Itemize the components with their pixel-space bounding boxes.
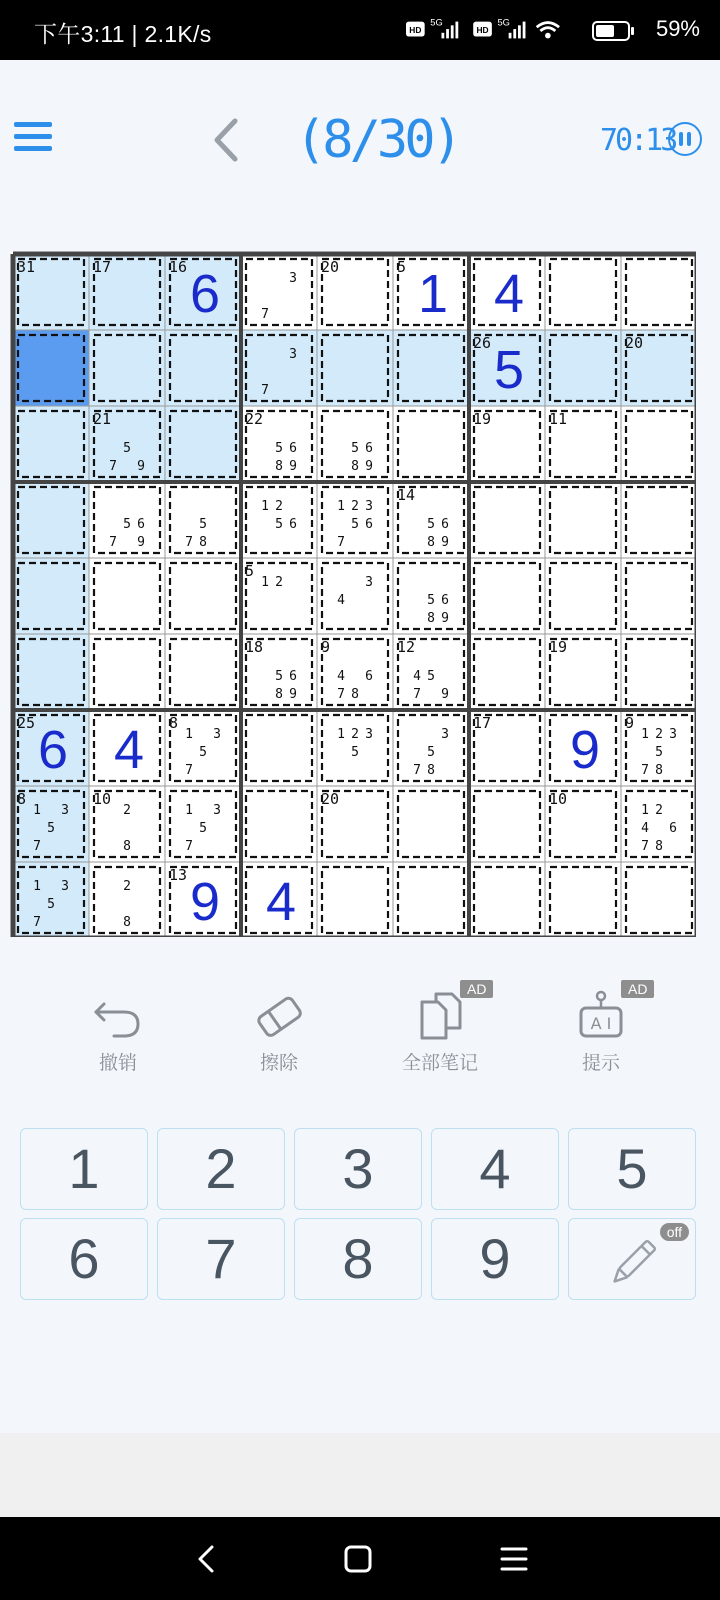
cell-note: 8	[351, 687, 359, 702]
cell-note: 6	[289, 441, 297, 456]
cell-note: 3	[289, 271, 297, 286]
cell[interactable]	[469, 862, 545, 937]
cell-note: 5	[351, 745, 359, 760]
cell-note: 7	[261, 307, 269, 322]
cell-note: 6	[289, 517, 297, 532]
svg-text:5G: 5G	[497, 17, 510, 28]
battery-icon	[592, 20, 636, 42]
cell-note: 5	[275, 517, 283, 532]
erase-label: 擦除	[259, 1052, 298, 1074]
cell-value: 9	[569, 720, 601, 780]
cell-note: 7	[413, 763, 421, 778]
nav-recents-icon[interactable]	[494, 1543, 534, 1575]
cell-note: 2	[351, 727, 359, 742]
cell[interactable]	[545, 330, 621, 406]
cell[interactable]	[89, 254, 165, 330]
cell-note: 6	[365, 669, 373, 684]
cell-note: 5	[47, 821, 55, 836]
cell[interactable]	[621, 862, 696, 937]
cell-note: 9	[289, 687, 297, 702]
notes-all-button[interactable]	[370, 981, 510, 1075]
cell-value: 1	[417, 264, 449, 324]
cell-note: 8	[655, 763, 663, 778]
cell-note: 2	[351, 499, 359, 514]
cell-note: 8	[427, 611, 435, 626]
cell[interactable]	[393, 330, 469, 406]
cell-note: 8	[123, 839, 131, 854]
hint-label: 提示	[581, 1052, 620, 1074]
cell-note: 2	[123, 879, 131, 894]
cell[interactable]	[165, 330, 241, 406]
menu-button[interactable]	[14, 122, 52, 156]
cell-note: 7	[109, 535, 117, 550]
cell-note: 3	[365, 575, 373, 590]
bottom-spacer	[0, 1433, 720, 1517]
cell-value: 5	[493, 340, 525, 400]
cell-note: 4	[413, 669, 421, 684]
cell-note: 1	[337, 727, 345, 742]
cell[interactable]	[89, 634, 165, 710]
svg-text:HD: HD	[476, 24, 489, 35]
cell-value: 6	[37, 720, 69, 780]
notes-ad-badge: AD	[460, 980, 493, 998]
cell-note: 2	[655, 803, 663, 818]
cell[interactable]	[13, 634, 89, 710]
cell-note: 3	[213, 727, 221, 742]
key-6[interactable]: 6	[20, 1218, 148, 1300]
cell-note: 2	[275, 499, 283, 514]
cell[interactable]	[545, 406, 621, 482]
battery-percent: 59%	[655, 16, 700, 41]
cell-note: 5	[427, 593, 435, 608]
cell-note: 5	[47, 897, 55, 912]
menu-icon	[14, 122, 52, 127]
cell[interactable]	[469, 786, 545, 862]
cell-note: 6	[441, 517, 449, 532]
hint-ad-badge: AD	[621, 980, 654, 998]
cell-note: 7	[109, 459, 117, 474]
cell-note: 3	[669, 727, 677, 742]
key-1[interactable]: 1	[20, 1128, 148, 1210]
status-bar	[0, 0, 720, 60]
cell[interactable]	[545, 482, 621, 558]
cell-note: 7	[33, 915, 41, 930]
cell[interactable]	[393, 786, 469, 862]
key-7[interactable]: 7	[157, 1218, 285, 1300]
cell[interactable]	[317, 330, 393, 406]
cell-note: 7	[337, 535, 345, 550]
cell-value: 4	[265, 872, 297, 932]
svg-text:A I: A I	[590, 1014, 612, 1033]
cell-note: 1	[261, 499, 269, 514]
cell[interactable]	[469, 482, 545, 558]
cell-note: 4	[337, 593, 345, 608]
cell-note: 7	[337, 687, 345, 702]
cell-note: 1	[33, 803, 41, 818]
cell-note: 9	[289, 459, 297, 474]
cell-note: 7	[185, 763, 193, 778]
cell-note: 3	[365, 727, 373, 742]
cell-note: 9	[441, 535, 449, 550]
pencil-toggle-button[interactable]	[568, 1218, 696, 1300]
cell-note: 1	[337, 499, 345, 514]
status-time-speed: 下午3:11 | 2.1K/s	[34, 21, 212, 47]
cell-note: 3	[213, 803, 221, 818]
cell[interactable]	[241, 330, 317, 406]
cell-note: 6	[669, 821, 677, 836]
svg-text:HD: HD	[409, 24, 422, 35]
pause-icon	[679, 132, 683, 146]
cell-note: 7	[185, 839, 193, 854]
cell-note: 6	[441, 593, 449, 608]
cell-note: 6	[365, 441, 373, 456]
cell-note: 7	[641, 763, 649, 778]
cell-note: 8	[275, 687, 283, 702]
cell[interactable]	[241, 786, 317, 862]
cell-note: 8	[427, 763, 435, 778]
cell-note: 6	[365, 517, 373, 532]
cell-note: 5	[123, 441, 131, 456]
pause-button[interactable]	[668, 122, 702, 156]
cell-note: 6	[137, 517, 145, 532]
cell-note: 4	[641, 821, 649, 836]
cell-note: 8	[655, 839, 663, 854]
cell[interactable]	[165, 406, 241, 482]
cell-note: 1	[641, 727, 649, 742]
svg-text:5G: 5G	[430, 17, 443, 28]
cell[interactable]	[545, 786, 621, 862]
cell-note: 3	[289, 347, 297, 362]
cell[interactable]	[545, 254, 621, 330]
hint-button[interactable]	[531, 981, 671, 1075]
ai-robot-icon	[573, 990, 629, 1042]
cell-value: 9	[189, 872, 221, 932]
cell[interactable]	[545, 558, 621, 634]
cell-note: 9	[441, 611, 449, 626]
cell-note: 5	[123, 517, 131, 532]
cell[interactable]	[621, 406, 696, 482]
cell[interactable]	[13, 254, 89, 330]
cell-note: 5	[351, 441, 359, 456]
cell[interactable]	[469, 710, 545, 786]
cell[interactable]	[621, 482, 696, 558]
status-network-icons	[400, 16, 580, 44]
cell-note: 8	[427, 535, 435, 550]
cell-note: 1	[185, 803, 193, 818]
key-3[interactable]: 3	[294, 1128, 422, 1210]
cell[interactable]	[393, 862, 469, 937]
cell-value: 4	[113, 720, 145, 780]
key-8[interactable]: 8	[294, 1218, 422, 1300]
undo-button[interactable]	[48, 990, 188, 1075]
pencil-state-badge: off	[660, 1223, 689, 1241]
cell-note: 7	[185, 535, 193, 550]
cell-note: 1	[33, 879, 41, 894]
key-5[interactable]: 5	[568, 1128, 696, 1210]
cell[interactable]	[317, 254, 393, 330]
action-toolbar	[0, 981, 720, 1100]
pencil-icon	[603, 1233, 663, 1293]
cell-note: 1	[185, 727, 193, 742]
cell-note: 5	[427, 669, 435, 684]
nav-home-icon[interactable]	[338, 1543, 378, 1575]
cell[interactable]	[241, 254, 317, 330]
cell-note: 6	[289, 669, 297, 684]
cell-note: 2	[655, 727, 663, 742]
erase-button[interactable]	[209, 990, 349, 1075]
cell[interactable]	[89, 330, 165, 406]
cell-note: 3	[441, 727, 449, 742]
cell-note: 7	[261, 383, 269, 398]
cell-value: 4	[493, 264, 525, 324]
cell[interactable]	[621, 254, 696, 330]
cell[interactable]	[241, 558, 317, 634]
cell-note: 7	[641, 839, 649, 854]
cell-note: 8	[351, 459, 359, 474]
cell[interactable]	[13, 558, 89, 634]
cell-note: 7	[33, 839, 41, 854]
cell-note: 8	[275, 459, 283, 474]
cell[interactable]	[165, 558, 241, 634]
previous-puzzle-icon[interactable]	[205, 115, 249, 165]
cell-note: 5	[275, 441, 283, 456]
cell-note: 5	[275, 669, 283, 684]
notes-all-label: 全部笔记	[401, 1052, 478, 1074]
cell-note: 5	[199, 517, 207, 532]
cell[interactable]	[621, 558, 696, 634]
cell[interactable]	[13, 406, 89, 482]
cell-note: 5	[351, 517, 359, 532]
cell-note: 3	[365, 499, 373, 514]
cell-note: 8	[199, 535, 207, 550]
undo-label: 撤销	[98, 1052, 137, 1074]
cell-note: 1	[261, 575, 269, 590]
cell-note: 5	[655, 745, 663, 760]
cell-note: 3	[61, 879, 69, 894]
cell-note: 7	[413, 687, 421, 702]
system-nav-bar	[0, 1517, 720, 1600]
killer-sudoku-board[interactable]	[10, 251, 696, 937]
cell[interactable]	[13, 330, 89, 406]
cell-note: 4	[337, 669, 345, 684]
nav-back-icon[interactable]	[186, 1543, 226, 1575]
cell-note: 9	[137, 535, 145, 550]
cell-note: 5	[427, 745, 435, 760]
cell-value: 6	[189, 264, 221, 324]
notes-copy-icon	[412, 990, 468, 1042]
cell-note: 5	[199, 745, 207, 760]
cell[interactable]	[545, 634, 621, 710]
cell-note: 9	[441, 687, 449, 702]
cell[interactable]	[545, 862, 621, 937]
cell-note: 9	[365, 459, 373, 474]
cell[interactable]	[317, 558, 393, 634]
cell[interactable]	[89, 558, 165, 634]
cell-note: 8	[123, 915, 131, 930]
key-2[interactable]: 2	[157, 1128, 285, 1210]
cell[interactable]	[393, 406, 469, 482]
cell-note: 5	[199, 821, 207, 836]
cell[interactable]	[621, 330, 696, 406]
cell[interactable]	[317, 786, 393, 862]
eraser-icon	[251, 990, 307, 1042]
cell[interactable]	[469, 558, 545, 634]
cell[interactable]	[469, 634, 545, 710]
key-9[interactable]: 9	[431, 1218, 559, 1300]
cell-note: 2	[275, 575, 283, 590]
cell-note: 3	[61, 803, 69, 818]
cell[interactable]	[241, 710, 317, 786]
undo-icon	[90, 990, 146, 1042]
cell-note: 1	[641, 803, 649, 818]
cell[interactable]	[317, 862, 393, 937]
cell-note: 2	[123, 803, 131, 818]
cell[interactable]	[165, 634, 241, 710]
cell-note: 9	[137, 459, 145, 474]
cell[interactable]	[13, 482, 89, 558]
cell[interactable]	[469, 406, 545, 482]
timer: 70:13	[600, 123, 676, 158]
key-4[interactable]: 4	[431, 1128, 559, 1210]
puzzle-progress-title: (8/30)	[295, 110, 459, 170]
cell-note: 5	[427, 517, 435, 532]
cell[interactable]	[621, 634, 696, 710]
